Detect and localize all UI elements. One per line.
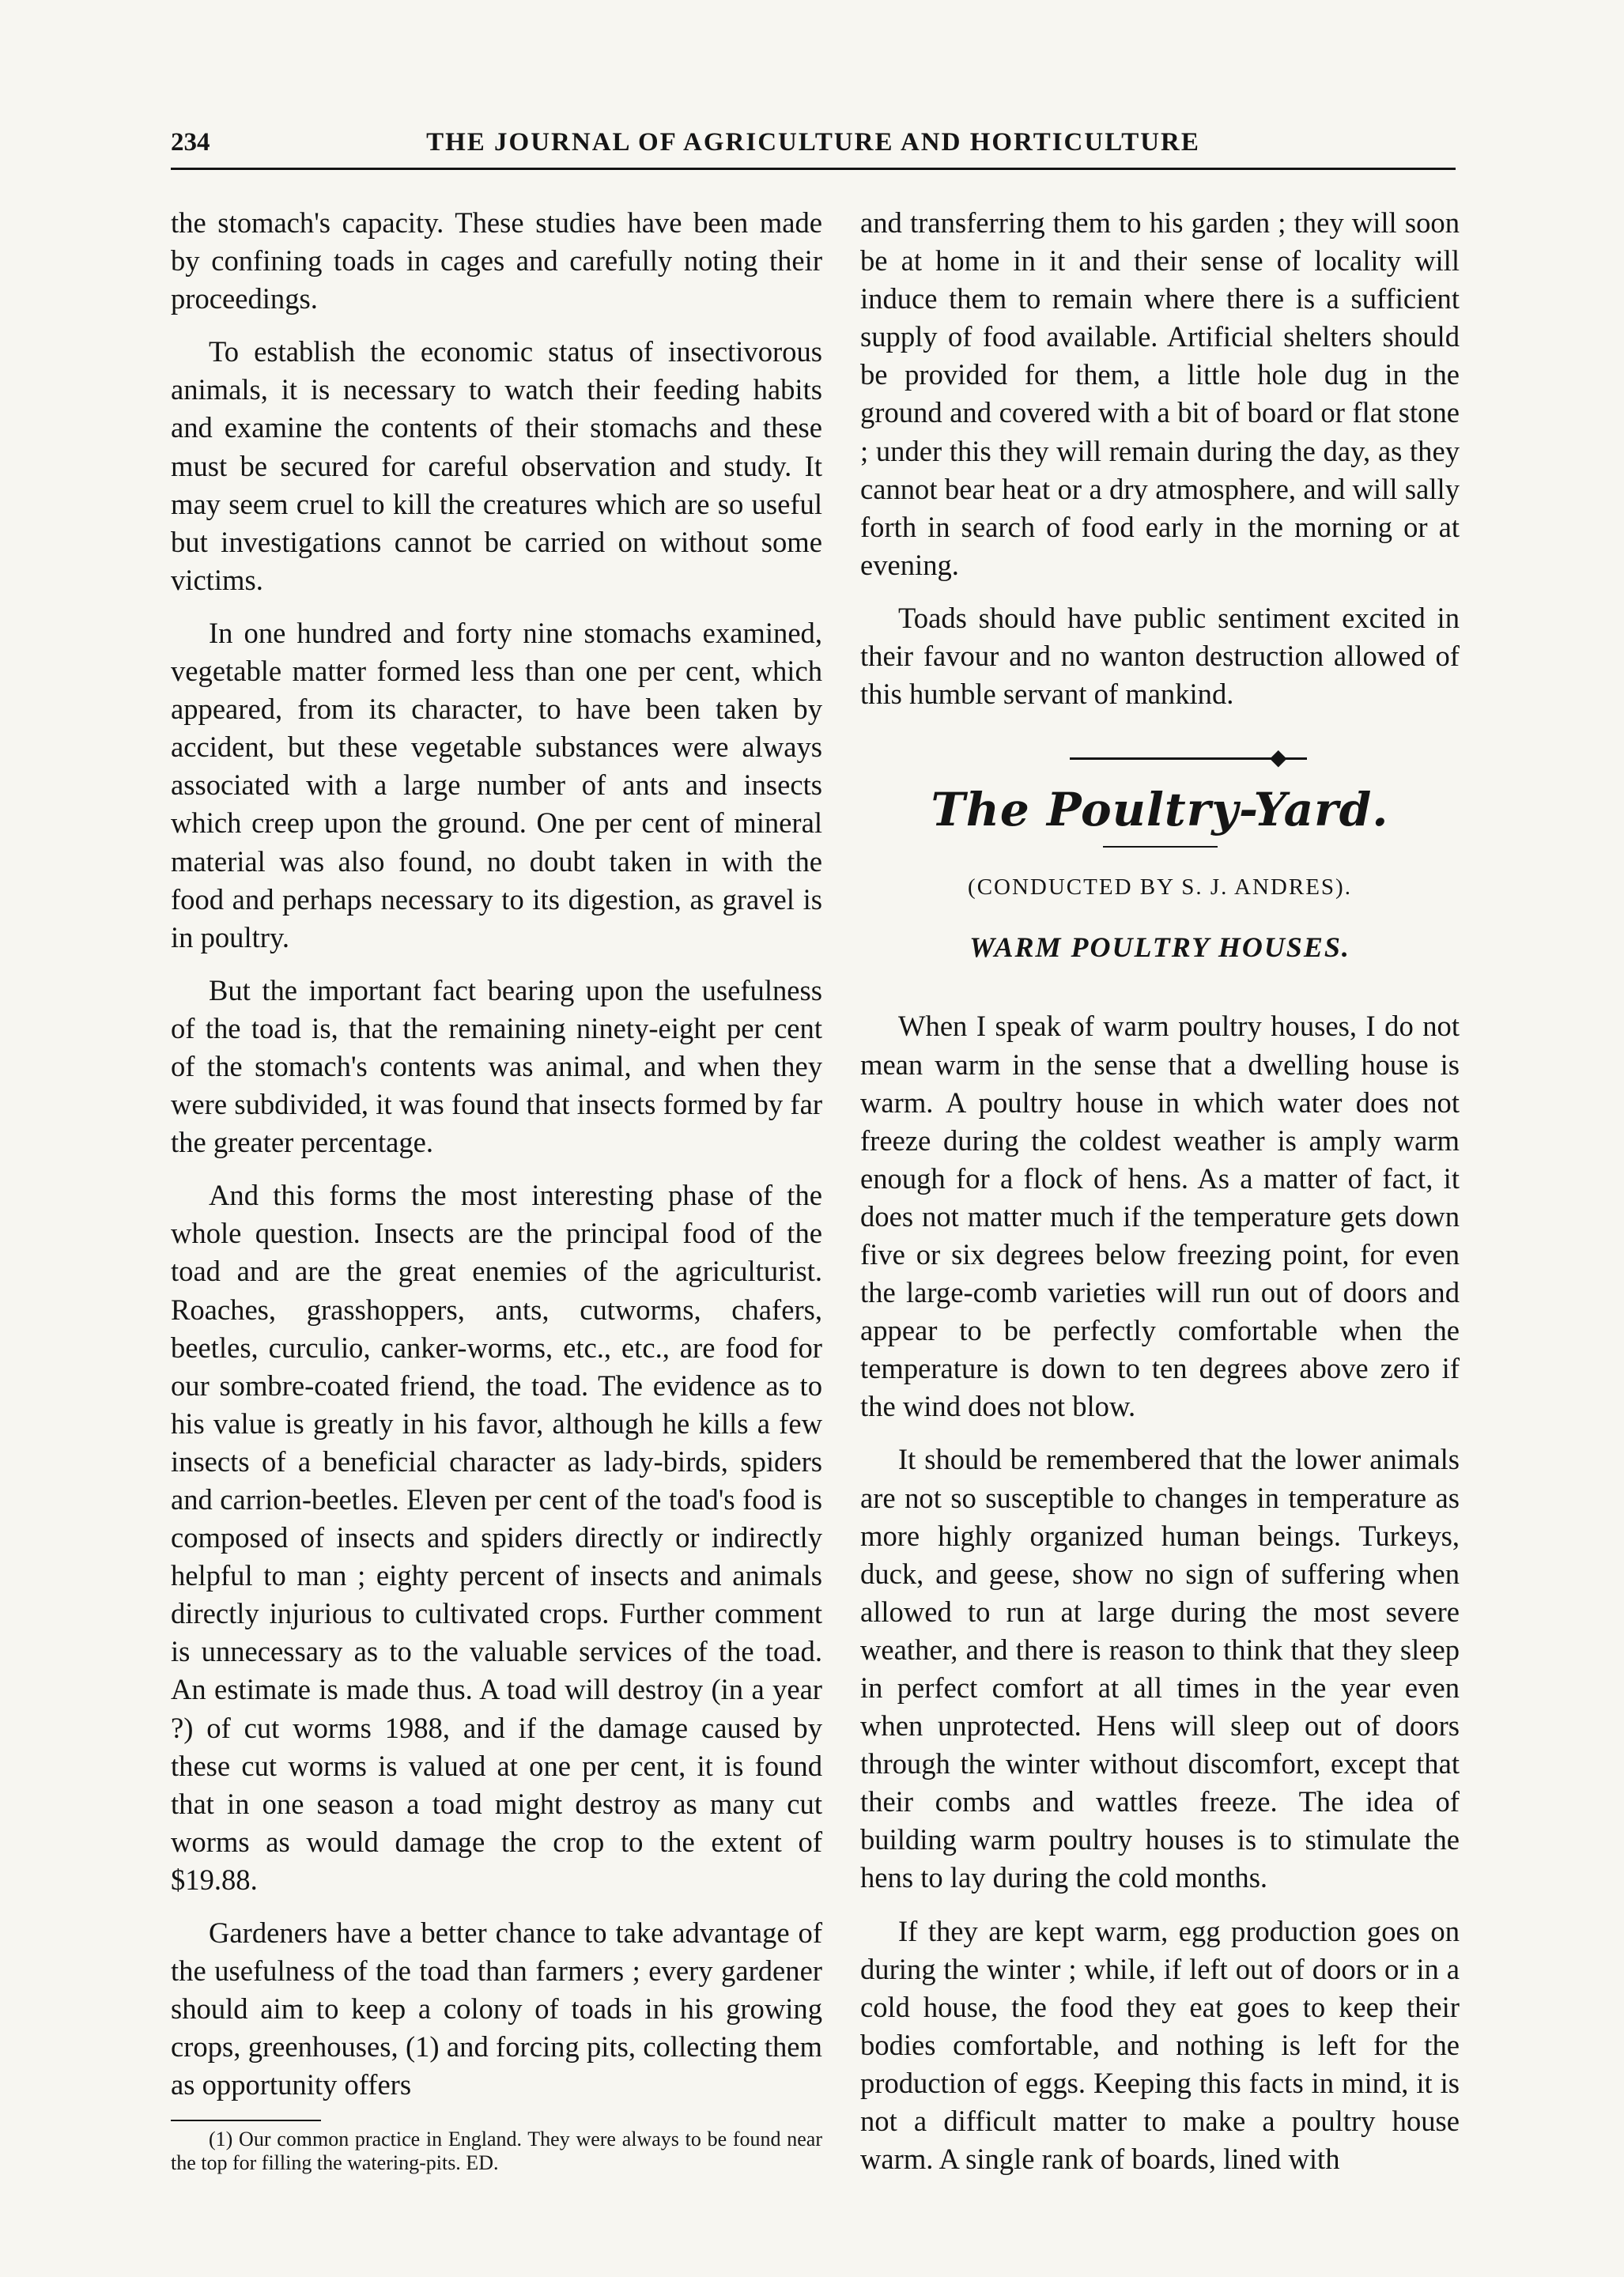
page-number: 234 xyxy=(171,128,210,157)
paragraph: To establish the economic status of insectivorous animals, it is necessary to watch their feeding habits and examine the contents of their stomachs and these must be secured for careful observation and study. It may seem cruel to kill the creatures which are so useful but investigations cannot be carried on without some victims. xyxy=(171,335,822,596)
section-conductor: (CONDUCTED BY S. J. ANDRES). xyxy=(968,874,1352,901)
paragraph: It should be remembered that the lower animals are not so susceptible to changes in temperature as more highly organized human beings. Turkeys, duck, and geese, show no sign of suffering when allowed to run at large during the most severe weather, and there is reason to think that they sleep in perfect comfort at all times in the year even when unprotected. Hens will sleep out of doors through the winter without discomfort, except that their combs and wattles freeze. The idea of building warm poultry houses is to stimulate the hens to lay during the cold months. xyxy=(860,1443,1460,1894)
journal-title: THE JOURNAL OF AGRICULTURE AND HORTICULTURE xyxy=(426,128,1200,157)
paragraph: the stomach's capacity. These studies have been made by confining toads in cages and carefully noting their proceedings. xyxy=(171,206,822,315)
footnote: (1) Our common practice in England. They were always to be found near the top for filling the watering-pits. ED. xyxy=(171,2127,822,2174)
section-rule xyxy=(1103,846,1218,848)
paragraph: When I speak of warm poultry houses, I do not mean warm in the sense that a dwelling house is warm. A poultry house in which water does not freeze during the coldest weather is amply warm enough for a flock of hens. As a matter of fact, it does not matter much if the temperature gets down five or six degrees below freezing point, for even the large-comb varieties will run out of doors and appear to be perfectly comfortable when the temperature is down to ten degrees above zero if the wind does not blow. xyxy=(860,1010,1460,1423)
footnote-rule xyxy=(171,2120,321,2121)
running-header xyxy=(171,125,1456,166)
paragraph: In one hundred and forty nine stomachs examined, vegetable matter formed less than one per cent, which appeared, from its character, to have been taken by accident, but these vegetable substances were always associated with a large number of ants and insects which creep upon the ground. One per cent of mineral material was also found, no doubt taken in with the food and perhaps necessary to its digestion, as gravel is in poultry. xyxy=(171,616,822,953)
diamond-icon: ◆ xyxy=(1270,746,1287,771)
paragraph: Gardeners have a better chance to take advantage of the usefulness of the toad than farmers ; every gardener should aim to keep a colony of toads in his growing crops, greenhouses, (1) and forcing pits, collecting them as opportunity offers xyxy=(171,1916,822,2101)
paragraph: And this forms the most interesting phase of the whole question. Insects are the principal food of the toad and are the great enemies of the agriculturist. Roaches, grasshoppers, ants, cutworms, chafers, beetles, curculio, canker-worms, etc., etc., are food for our sombre-coated friend, the toad. The evidence as to his value is greatly in his favor, although he kills a few insects of a beneficial character as lady-birds, spiders and carrion-beetles. Eleven per cent of the toad's food is composed of insects and spiders directly or indirectly helpful to man ; eighty percent of insects and animals directly injurious to cultivated crops. Further comment is unnecessary as to the valuable services of the toad. An estimate is made thus. A toad will destroy (in a year ?) of cut worms 1988, and if the damage caused by these cut worms is valued at one per cent, it is found that in one season a toad might destroy as many cut worms as would damage the crop to the extent of $19.88. xyxy=(171,1179,822,1896)
section-title: The Poultry-Yard. xyxy=(931,783,1389,837)
paragraph: and transferring them to his garden ; they will soon be at home in it and their sense of locality will induce them to remain where there is a sufficient supply of food available. Artificial shelters should be provided for them, a little hole dug in the ground and covered with a bit of board or flat stone ; under this they will remain during the day, as they cannot bear heat or a dry atmosphere, and will sally forth in search of food early in the morning or at evening. xyxy=(860,206,1460,581)
article-title: WARM POULTRY HOUSES. xyxy=(969,931,1350,964)
left-column xyxy=(171,204,822,2190)
paragraph: If they are kept warm, egg production goes on during the winter ; while, if left out of doors or in a cold house, the food they eat goes to keep their bodies comfortable, and nothing is left for the production of eggs. Keeping this facts in mind, it is not a difficult matter to make a poultry house warm. A single rank of boards, lined with xyxy=(860,1914,1460,2176)
section-ornament xyxy=(860,745,1460,772)
header-rule xyxy=(171,168,1456,170)
paragraph: But the important fact bearing upon the usefulness of the toad is, that the remaining ninety-eight per cent of the stomach's contents was animal, and when they were subdivided, it was found that insects formed by far the greater percentage. xyxy=(171,973,822,1159)
paragraph: Toads should have public sentiment excited in their favour and no wanton destruction allowed of this humble servant of mankind. xyxy=(860,601,1460,711)
right-column xyxy=(860,204,1460,2193)
